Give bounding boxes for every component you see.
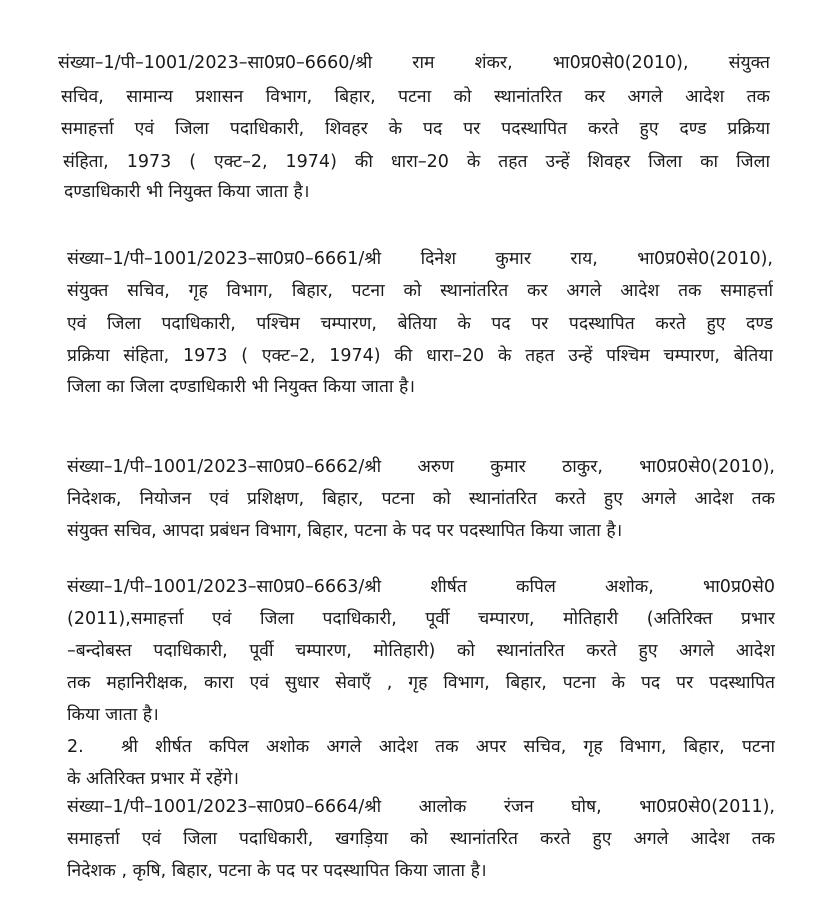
clause-number: 2. <box>67 737 84 757</box>
order-6660-line-1: संख्या–1/पी–1001/2023–सा0प्र0–6660/श्री राम शंकर, भा0प्र0से0(2010), संयुक्त <box>58 53 770 73</box>
order-6663-line-3: –बन्दोबस्त पदाधिकारी, पूर्वी चम्पारण, मोतिहारी) को स्थानांतरित करते हुए अगले आदेश <box>67 641 775 661</box>
order-6660-line-4: संहिता, 1973 ( एक्ट–2, 1974) की धारा–20 के तहत उन्हें शिवहर जिला का जिला <box>63 152 770 172</box>
order-6662-line-2: निदेशक, नियोजन एवं प्रशिक्षण, बिहार, पटना को स्थानांतरित करते हुए अगले आदेश तक <box>67 489 775 509</box>
order-6660-line-2: सचिव, सामान्य प्रशासन विभाग, बिहार, पटना को स्थानांतरित कर अगले आदेश तक <box>61 87 770 107</box>
order-6661-line-1: संख्या–1/पी–1001/2023–सा0प्र0–6661/श्री दिनेश कुमार राय, भा0प्र0से0(2010), <box>67 249 773 269</box>
order-6663-line-4: तक महानिरीक्षक, कारा एवं सुधार सेवाऍं , गृह विभाग, बिहार, पटना के पद पर पदस्थापित <box>67 673 775 693</box>
clause-2-line-1: श्री शीर्षत कपिल अशोक अगले आदेश तक अपर सचिव, गृह विभाग, बिहार, पटना <box>121 737 775 757</box>
order-6661-line-3: एवं जिला पदाधिकारी, पश्चिम चम्पारण, बेतिया के पद पर पदस्थापित करते हुए दण्ड <box>67 314 773 334</box>
order-6663-line-2: (2011),समाहर्त्ता एवं जिला पदाधिकारी, पूर्वी चम्पारण, मोतिहारी (अतिरिक्त प्रभार <box>67 609 775 629</box>
clause-2-line-2: के अतिरिक्त प्रभार में रहेंगे। <box>67 769 239 789</box>
order-6663-line-1: संख्या–1/पी–1001/2023–सा0प्र0–6663/श्री शीर्षत कपिल अशोक, भा0प्र0से0 <box>67 577 775 597</box>
order-6663-line-5: किया जाता है। <box>67 705 159 725</box>
order-6660-line-3: समाहर्त्ता एवं जिला पदाधिकारी, शिवहर के पद पर पदस्थापित करते हुए दण्ड प्रक्रिया <box>61 119 770 139</box>
order-6664-line-1: संख्या–1/पी–1001/2023–सा0प्र0–6664/श्री आलोक रंजन घोष, भा0प्र0से0(2011), <box>67 797 775 817</box>
order-6662-line-3: संयुक्त सचिव, आपदा प्रबंधन विभाग, बिहार, पटना के पद पर पदस्थापित किया जाता है। <box>67 521 623 541</box>
order-6660-line-5: दण्डाधिकारी भी नियुक्त किया जाता है। <box>64 182 310 202</box>
order-6661-line-5: जिला का जिला दण्डाधिकारी भी नियुक्त किया जाता है। <box>67 377 415 397</box>
order-6662-line-1: संख्या–1/पी–1001/2023–सा0प्र0–6662/श्री अरुण कुमार ठाकुर, भा0प्र0से0(2010), <box>67 457 775 477</box>
order-6664-line-3: निदेशक , कृषि, बिहार, पटना के पद पर पदस्थापित किया जाता है। <box>67 861 487 881</box>
order-6661-line-4: प्रक्रिया संहिता, 1973 ( एक्ट–2, 1974) की धारा–20 के तहत उन्हें पश्चिम चम्पारण, बेतिया <box>67 346 773 366</box>
order-6661-line-2: संयुक्त सचिव, गृह विभाग, बिहार, पटना को स्थानांतरित कर अगले आदेश तक समाहर्त्ता <box>67 281 773 301</box>
order-6664-line-2: समाहर्त्ता एवं जिला पदाधिकारी, खगड़िया को स्थानांतरित करते हुए अगले आदेश तक <box>67 829 775 849</box>
